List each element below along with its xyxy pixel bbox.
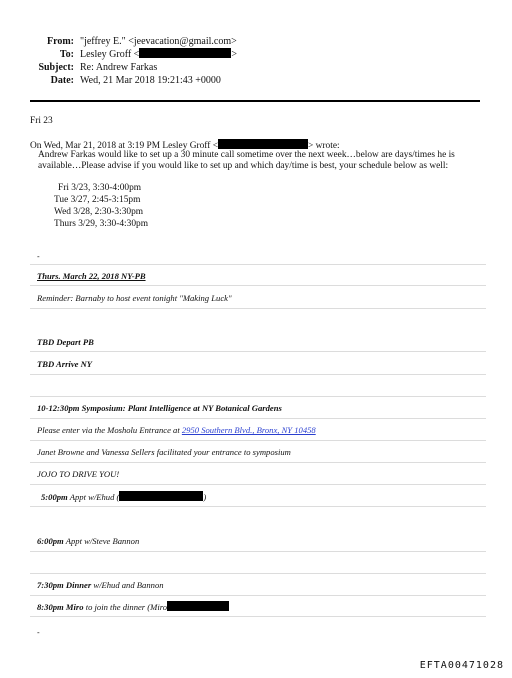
divider-line [30,616,486,617]
divider-line [30,308,486,309]
appt-ehud [41,491,206,503]
appt-time: 6:00pm [37,536,64,546]
appt-close: ) [203,492,207,502]
redaction-box [218,139,308,149]
divider-line [30,374,486,375]
quote-line-2: available…Please advise if you would like to set up and which day/time is best, your schedule below as well: [38,161,449,171]
header-divider [30,100,480,102]
to-suffix: > [231,49,237,60]
email-header [0,35,512,91]
day-heading: Thurs. March 22, 2018 NY-PB [37,271,146,281]
divider-line [30,440,486,441]
dinner-entry [37,580,164,591]
symposium-text: 10-12:30pm Symposium: Plant Intelligence at NY Botanical Gardens [37,403,282,413]
appt-time: 5:00pm [41,492,68,502]
subject-value: Re: Andrew Farkas [80,62,158,73]
bates-number: EFTA00471028 [419,660,504,671]
redaction-box [167,601,229,611]
depart-text: TBD Depart PB [37,337,94,347]
miro-time: 8:30pm Miro [37,602,84,612]
divider-line [30,285,486,286]
to-name: Lesley Groff < [80,49,140,60]
redaction-box [119,491,203,501]
dinner-time: 7:30pm Dinner [37,580,92,590]
dash-marker: - [37,628,40,637]
date-label: Date: [50,75,74,86]
appt-bannon [37,536,139,547]
divider-line [30,418,486,419]
divider-line [30,351,486,352]
divider-line [30,595,486,596]
divider-line [30,551,486,552]
to-label: To: [59,49,74,60]
subject-label: Subject: [38,62,74,73]
reply-text: Fri 23 [30,116,53,126]
dinner-text: w/Ehud and Bannon [91,580,164,590]
appt-text: Appt w/Ehud ( [67,492,120,502]
time-option: Wed 3/28, 2:30-3:30pm [54,207,144,217]
to-value [80,48,237,61]
from-value: "jeffrey E." <jeevacation@gmail.com> [80,36,237,47]
time-option: Thurs 3/29, 3:30-4:30pm [54,219,149,229]
divider-line [30,396,486,397]
address-link[interactable]: 2950 Southern Blvd., Bronx, NY 10458 [181,425,316,435]
jojo-text: JOJO TO DRIVE YOU! [37,469,120,479]
arrive-text: TBD Arrive NY [37,359,93,369]
quote-intro-suffix: > wrote: [308,141,340,151]
appt-text: Appt w/Steve Bannon [63,536,140,546]
divider-line [30,484,486,485]
redaction-box [139,48,231,58]
entrance-text [37,425,316,436]
entrance-prefix: Please enter via the Mosholu Entrance at [37,425,182,435]
divider-line [30,506,486,507]
divider-line [30,573,486,574]
divider-line [30,462,486,463]
quote-intro-prefix: On Wed, Mar 21, 2018 at 3:19 PM Lesley Groff < [30,141,219,151]
time-option: Tue 3/27, 2:45-3:15pm [54,195,141,205]
miro-text: to join the dinner (Miro [83,602,168,612]
facilitated-text: Janet Browne and Vanessa Sellers facilitated your entrance to symposium [37,447,291,457]
time-option: Fri 3/23, 3:30-4:00pm [58,183,142,193]
divider-line [30,264,486,265]
from-label: From: [46,36,74,47]
date-value: Wed, 21 Mar 2018 19:21:43 +0000 [80,75,221,86]
dash-marker: - [37,252,40,261]
miro-entry [37,601,229,613]
quote-line-1: Andrew Farkas would like to set up a 30 minute call sometime over the next week…below are days/times he is [38,150,455,160]
reminder-text: Reminder: Barnaby to host event tonight "Making Luck" [37,293,232,303]
